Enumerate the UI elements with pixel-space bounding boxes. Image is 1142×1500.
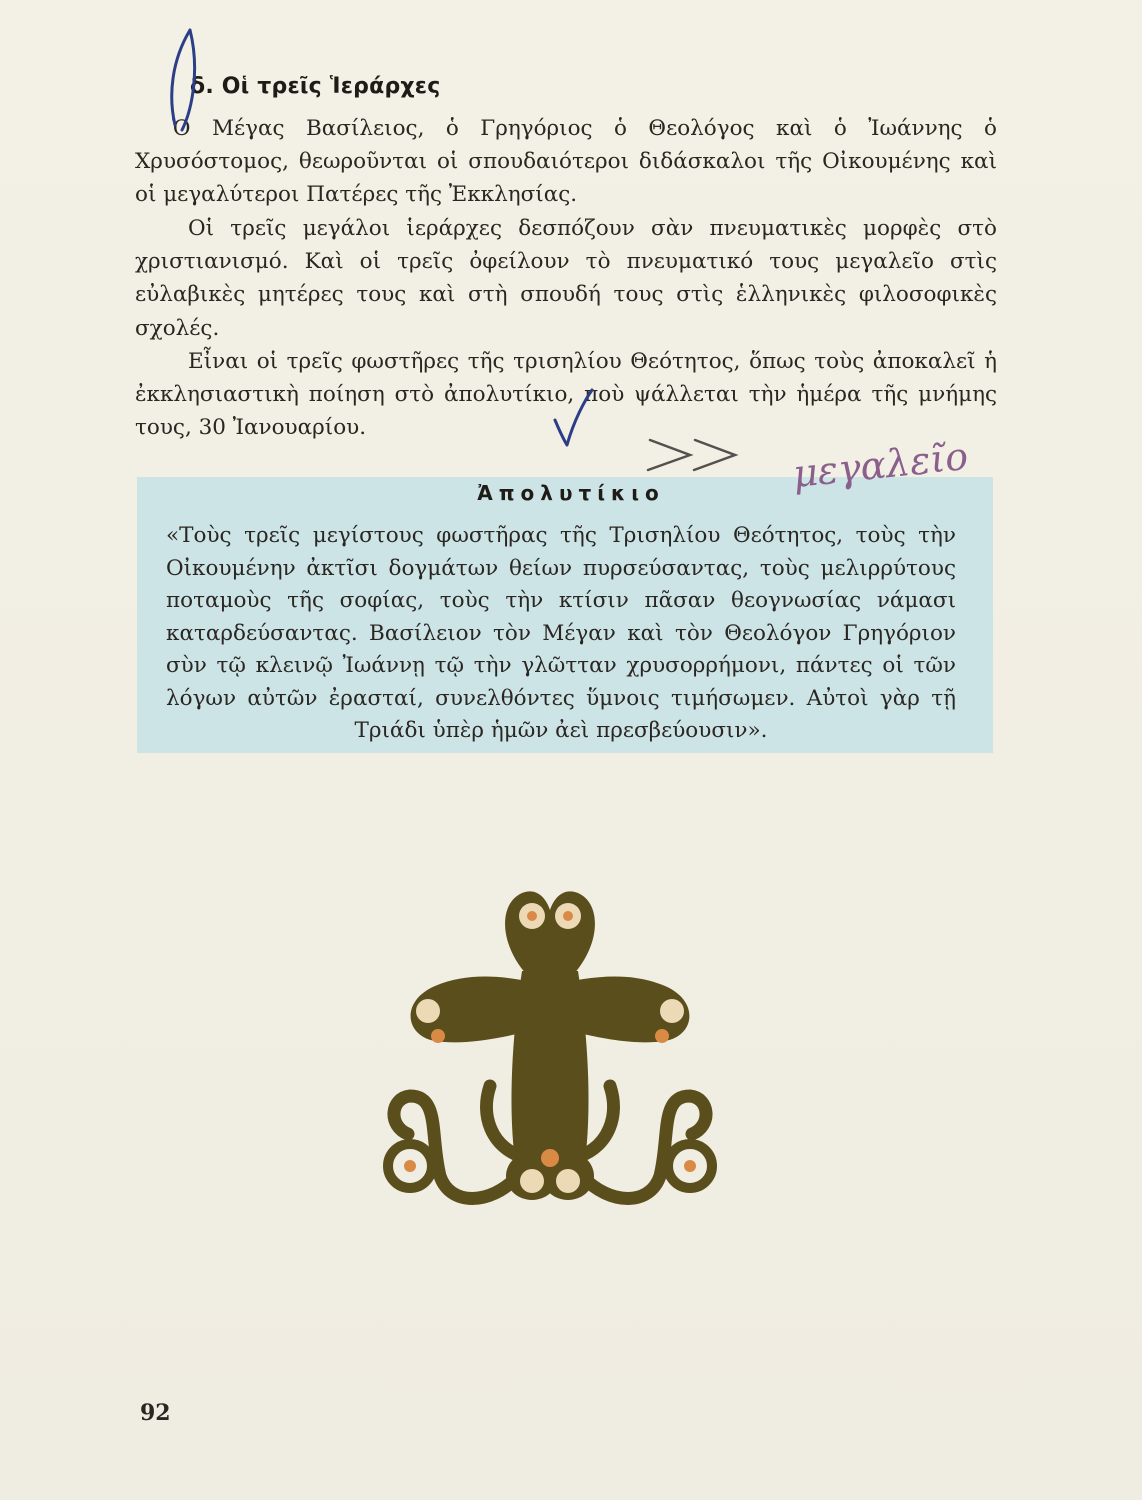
page-number: 92 (140, 1400, 171, 1426)
apolytikio-title: Ἀπολυτίκιο (477, 481, 665, 505)
ornamental-cross-illustration (380, 876, 720, 1216)
paragraph-3 (135, 345, 997, 445)
apolytikio-body: «Τοὺς τρεῖς μεγίστους φωστῆρας τῆς Τρισηλίου Θεότητος, τοὺς τὴν Οἰκουμένην ἀκτῖσι δογμάτων θείων πυρσεύσαντας, τοὺς μελιρρύτους ποταμοὺς τῆς σοφίας, τοὺς τὴν κτίσιν πᾶσαν θεογνωσίας νάμασι καταρδεύσαντας. Βασίλειον τὸν Μέγαν καὶ τὸν Θεολόγον Γρηγόριον σὺν τῷ κλεινῷ Ἰωάννῃ τῷ τὴν γλῶτταν χρυσορρήμονι, πάντες οἱ τῶν λόγων αὐτῶν ἐρασταί, συνελθόντες ὕμνοις τιμήσωμεν. Αὐτοὶ γὰρ τῇ Τριάδι ὑπὲρ ἡμῶν ἀεὶ πρεσβεύουσιν». (166, 523, 956, 743)
section-heading: δ. Οἱ τρεῖς Ἱεράρχες (190, 74, 441, 99)
apolytikio-text (166, 520, 956, 748)
paragraph-text: Ὁ Μέγας Βασίλειος, ὁ Γρηγόριος ὁ Θεολόγος καὶ ὁ Ἰωάννης ὁ Χρυσόστομος, θεωροῦνται οἱ σπουδαιότεροι διδάσκαλοι τῆς Οἰκουμένης καὶ οἱ μεγαλύτεροι Πατέρες τῆς Ἐκκλησίας. (135, 116, 997, 208)
paragraph-2 (135, 212, 997, 345)
paragraph-1 (135, 112, 997, 212)
paragraph-text: Οἱ τρεῖς μεγάλοι ἱεράρχες δεσπόζουν σὰν πνευματικὲς μορφὲς στὸ χριστιανισμό. Καὶ οἱ τρεῖς ὀφείλουν τὸ πνευματικό τους μεγαλεῖο στὶς εὐλαβικὲς μητέρες τους καὶ στὴ σπουδή τους στὶς ἑλληνικὲς φιλοσοφικὲς σχολές. (135, 216, 997, 341)
paragraph-text: Εἶναι οἱ τρεῖς φωστῆρες τῆς τρισηλίου Θεότητος, ὅπως τοὺς ἀποκαλεῖ ἡ ἐκκλησιαστικὴ ποίηση στὸ ἀπολυτίκιο, ποὺ ψάλλεται τὴν ἡμέρα τῆς μνήμης τους, 30 Ἰανουαρίου. (135, 349, 997, 441)
handwritten-note: μεγαλεῖο (790, 433, 971, 497)
